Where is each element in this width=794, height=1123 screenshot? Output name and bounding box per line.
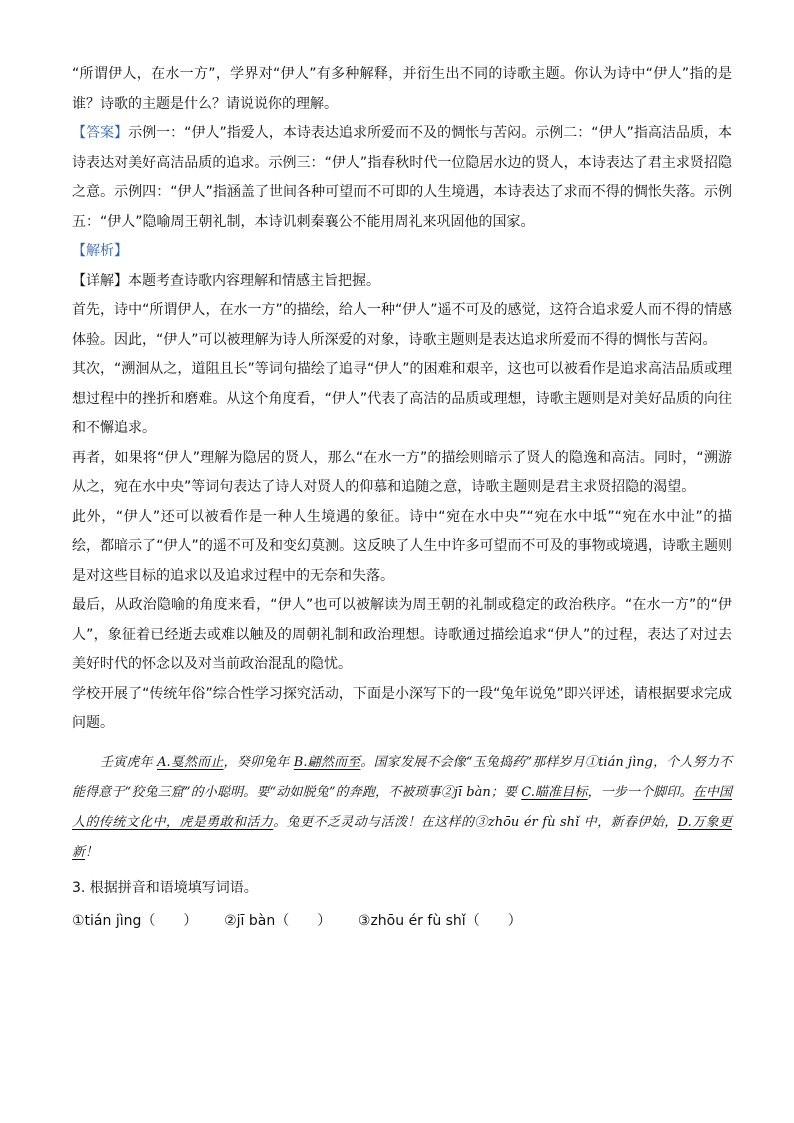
analysis-heading xyxy=(72,237,732,267)
answer-text: 示例一：“伊人”指爱人，本诗表达追求所爱而不及的惆怅与苦闷。示例二：“伊人”指高洁品质，本诗表达对美好高洁品质的追求。示例三：“伊人”指春秋时代一位隐居水边的贤人，本诗表达了君主求贤招隐之意。示例四：“伊人”指涵盖了世间各种可望而不可即的人生境遇，本诗表达了求而不得的惆怅失落。示例五：“伊人”隐喻周王朝礼制，本诗讥刺秦襄公不能用周礼来巩固他的国家。 xyxy=(72,125,733,230)
blank-tian-jing[interactable]: ①tián jìng（ ） xyxy=(72,913,198,929)
passage-text: ，一步一个脚印。 xyxy=(587,784,693,800)
question-3: 3. 根据拼音和语境填写词语。 xyxy=(72,879,258,896)
passage-text: 。兔更不乏灵动与活泼！在这样的③zhōu ér fù shǐ 中，新春伊始， xyxy=(273,814,678,830)
analysis-paragraph-third: 再者，如果将“伊人”理解为隐居的贤人，那么“在水一方”的描绘则暗示了贤人的隐逸和高洁。同时，“溯游从之，宛在水中央”等词句表达了诗人对贤人的仰慕和追随之意，诗歌主题则是君主求贤招隐的渴望。 xyxy=(72,449,732,495)
passage-text: 壬寅虎年 xyxy=(100,754,158,770)
detail-tag: 【详解】 xyxy=(72,272,128,289)
analysis-tag: 【解析】 xyxy=(72,243,128,259)
passage-item-c: C.瞄准目标 xyxy=(521,784,588,800)
blank-zhou-er-fu-shi[interactable]: ③zhōu ér fù shǐ（ ） xyxy=(357,913,522,929)
document-page xyxy=(72,60,732,937)
analysis-paragraph-first: 首先，诗中“所谓伊人，在水一方”的描绘，给人一种“伊人”遥不可及的感觉，这符合追求爱人而不得的情感体验。因此，“伊人”可以被理解为诗人所深爱的对象，诗歌主题则是表达追求所爱而不得的惆怅与苦闷。 xyxy=(72,302,732,348)
analysis-paragraph-fifth: 最后，从政治隐喻的角度来看，“伊人”也可以被解读为周王朝的礼制或稳定的政治秩序。“在水一方”的“伊人”，象征着已经逝去或难以触及的周朝礼制和政治理想。诗歌通过描绘追求“伊人”的过程，表达了对过去美好时代的怀念以及对当前政治混乱的隐忧。 xyxy=(72,597,732,672)
passage-item-d: D.万象更新 xyxy=(72,814,732,860)
pinyin-blanks xyxy=(72,907,732,937)
detail-text: 本题考查诗歌内容理解和情感主旨把握。 xyxy=(128,272,380,289)
blank-ji-ban[interactable]: ②jī bàn（ ） xyxy=(224,913,332,929)
analysis-paragraph-second: 其次，“溯洄从之，道阻且长”等词句描绘了追寻“伊人”的困难和艰辛，这也可以被看作是追求高洁品质或理想过程中的挫折和磨难。从这个角度看，“伊人”代表了高洁的品质或理想，诗歌主题则是对美好品质的向往和不懈追求。 xyxy=(72,361,732,436)
answer-tag: 【答案】 xyxy=(72,125,129,141)
question-intro: “所谓伊人，在水一方”，学界对“伊人”有多种解释，并衍生出不同的诗歌主题。你认为诗中“伊人”指的是谁？诗歌的主题是什么？请说说你的理解。 xyxy=(72,66,732,112)
passage-text: ，癸卯兔年 xyxy=(223,754,294,770)
answer-paragraph xyxy=(72,119,732,237)
passage-underlined-sentence: 在中国人的传统文化中，虎是勇敢和活力 xyxy=(72,784,732,830)
rabbit-year-passage xyxy=(72,748,732,868)
detail-paragraph xyxy=(72,267,732,297)
passage-text: ！ xyxy=(85,844,99,860)
passage-item-a: A.戛然而止 xyxy=(157,754,224,770)
activity-intro: 学校开展了“传统年俗”综合性学习探究活动，下面是小深写下的一段“兔年说兔”即兴评述，请根据要求完成问题。 xyxy=(72,685,732,731)
analysis-paragraph-fourth: 此外，“伊人”还可以被看作是一种人生境遇的象征。诗中“宛在水中央”“宛在水中坻”“宛在水中沚”的描绘，都暗示了“伊人”的遥不可及和变幻莫测。这反映了人生中许多可望而不可及的事物或境遇，诗歌主题则是对这些目标的追求以及追求过程中的无奈和失落。 xyxy=(72,508,732,584)
passage-text: 。国家发展不会像“玉兔捣药”那样岁月①tián jìng，个人努力不能得意于“狡兔三窟”的小聪明。要“动如脱兔”的奔跑，不被琐事②jī bàn；要 xyxy=(72,754,733,800)
passage-item-b: B.翩然而至 xyxy=(293,754,361,770)
